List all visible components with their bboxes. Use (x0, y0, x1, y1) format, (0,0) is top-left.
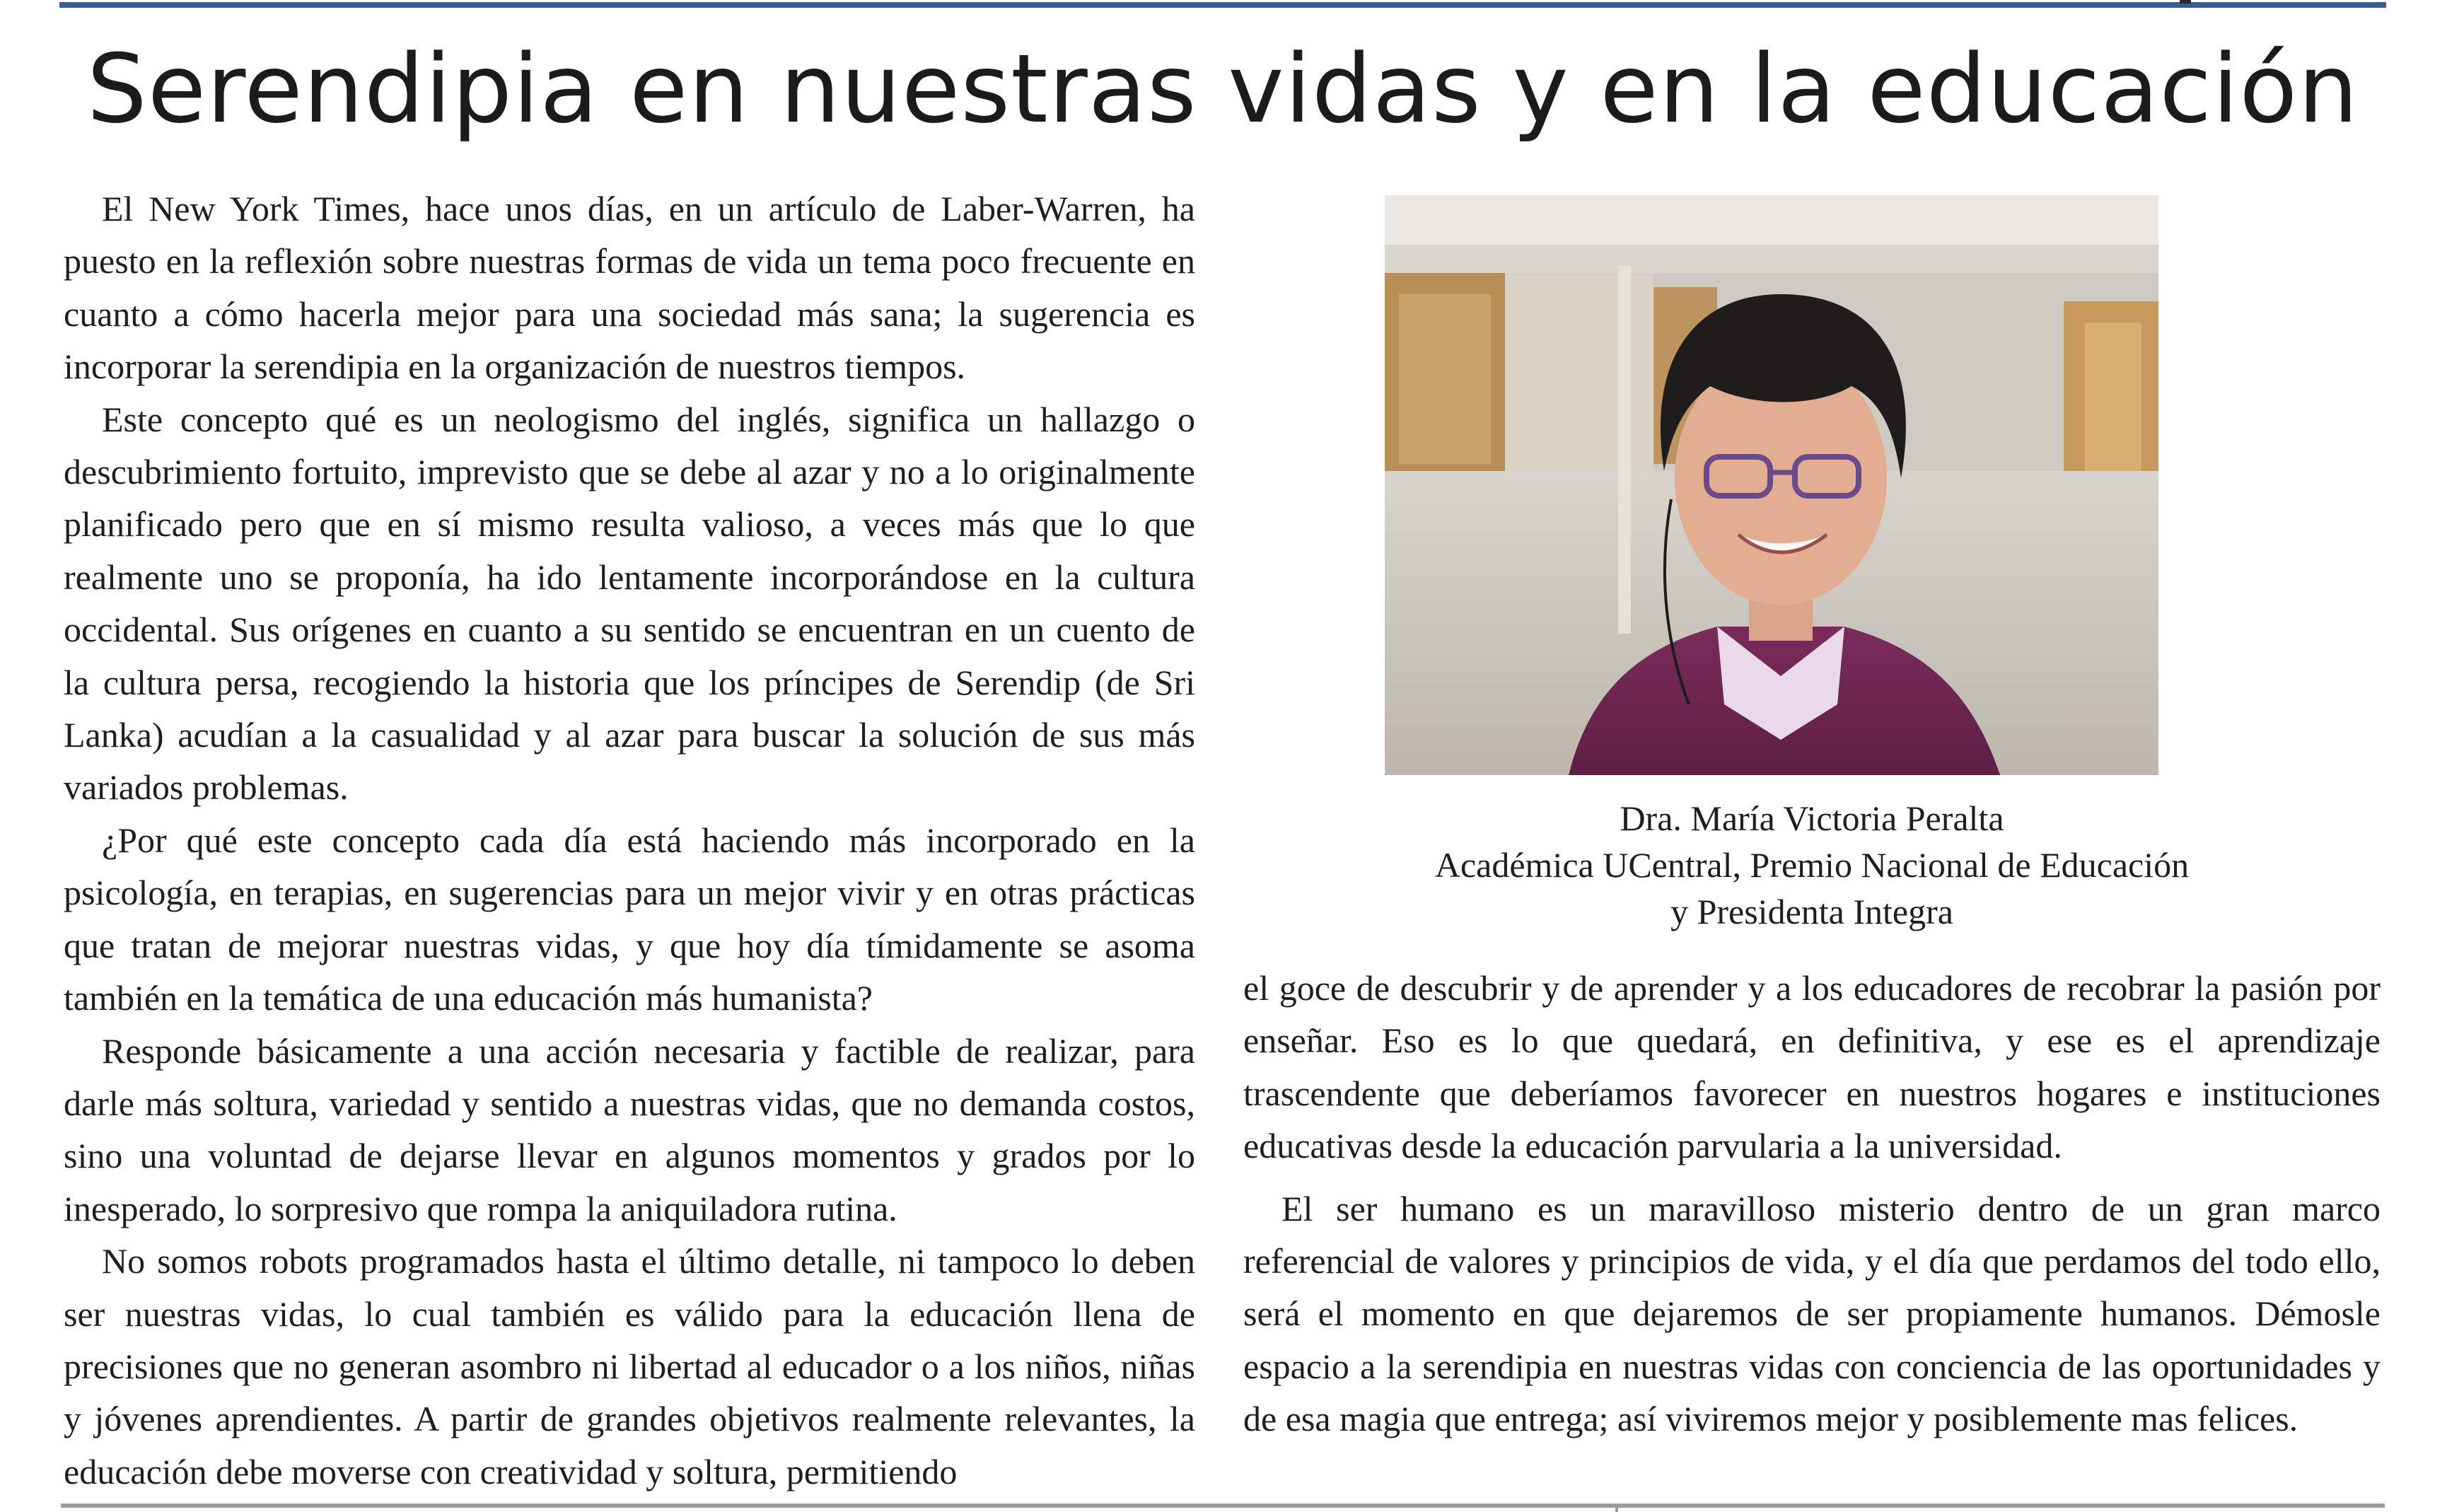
paragraph: El ser humano es un maravilloso misterio dentro de un gran marco referencial de valores y principios de vida, y el día que perdamos del todo ello, será el momento en que dejaremos de ser propiamente humanos. Démosle espacio a la serendipia en nuestras vidas con conciencia de las oportunidades y de esa magia que entrega; así viviremos mejor y posiblemente mas felices. (1243, 1188, 2381, 1439)
paragraph: El New York Times, hace unos días, en un artículo de Laber-Warren, ha puesto en la reflexión sobre nuestras formas de vida un tema poco frecuente en cuanto a cómo hacerla mejor para una sociedad más sana; la sugerencia es incorporar la serendipia en la organización de nuestros tiempos. (64, 189, 1195, 387)
paragraph: ¿Por qué este concepto cada día está haciendo más incorporado en la psicología, en terapias, en sugerencias para un mejor vivir y en otras prácticas que tratan de mejorar nuestras vidas, y que hoy día tímidamente se asoma también en la temática de una educación más humanista? (64, 820, 1195, 1018)
paragraph: el goce de descubrir y de aprender y a los educadores de recobrar la pasión por enseñar. Eso es lo que quedará, en definitiva, y ese es el aprendizaje trascendente que deberíamos favorecer en nuestros hogares e instituciones educativas desde la educación parvularia a la universidad. (1243, 968, 2381, 1166)
bottom-rule-tick (1615, 1504, 1618, 1512)
top-rule (59, 2, 2386, 8)
paragraph: Este concepto qué es un neologismo del inglés, significa un hallazgo o descubrimiento fortuito, imprevisto que se debe al azar y no a lo originalmente planificado pero que en sí mismo resulta valioso, a veces más que lo que realmente uno se proponía, ha ido lentamente incorporándose en la cultura occidental. Sus orígenes en cuanto a su sentido se encuentran en un cuento de la cultura persa, recogiendo la historia que los príncipes de Serendip (de Sri Lanka) acudían a la casualidad y al azar para buscar la solución de sus más variados problemas. (64, 399, 1195, 808)
bottom-rule (61, 1504, 2385, 1508)
caption-line: y Presidenta Integra (1670, 892, 1953, 931)
right-column (1243, 962, 2381, 1485)
paragraph: Responde básicamente a una acción necesaria y factible de realizar, para darle más soltura, variedad y sentido a nuestras vidas, que no demanda costos, sino una voluntad de dejarse llevar en algunos momentos y grados por lo inesperado, lo sorpresivo que rompa la aniquiladora rutina. (64, 1030, 1195, 1228)
article-title: Serendipia en nuestras vidas y en la educación (86, 34, 2359, 144)
paragraph: No somos robots programados hasta el último detalle, ni tampoco lo deben ser nuestras vidas, lo cual también es válido para la educación llena de precisiones que no generan asombro ni libertad al educador o a los niños, niñas y jóvenes aprendientes. A partir de grandes objetivos realmente relevantes, la educación debe moverse con creatividad y soltura, permitiendo (64, 1241, 1195, 1491)
top-rule-mark (2180, 0, 2191, 4)
left-column (64, 182, 1195, 1498)
photo-caption (1243, 795, 2381, 943)
caption-line: Académica UCentral, Premio Nacional de Educación (1434, 845, 2190, 885)
caption-line: Dra. María Victoria Peralta (1620, 798, 2004, 838)
portrait-photo (1385, 195, 2158, 775)
